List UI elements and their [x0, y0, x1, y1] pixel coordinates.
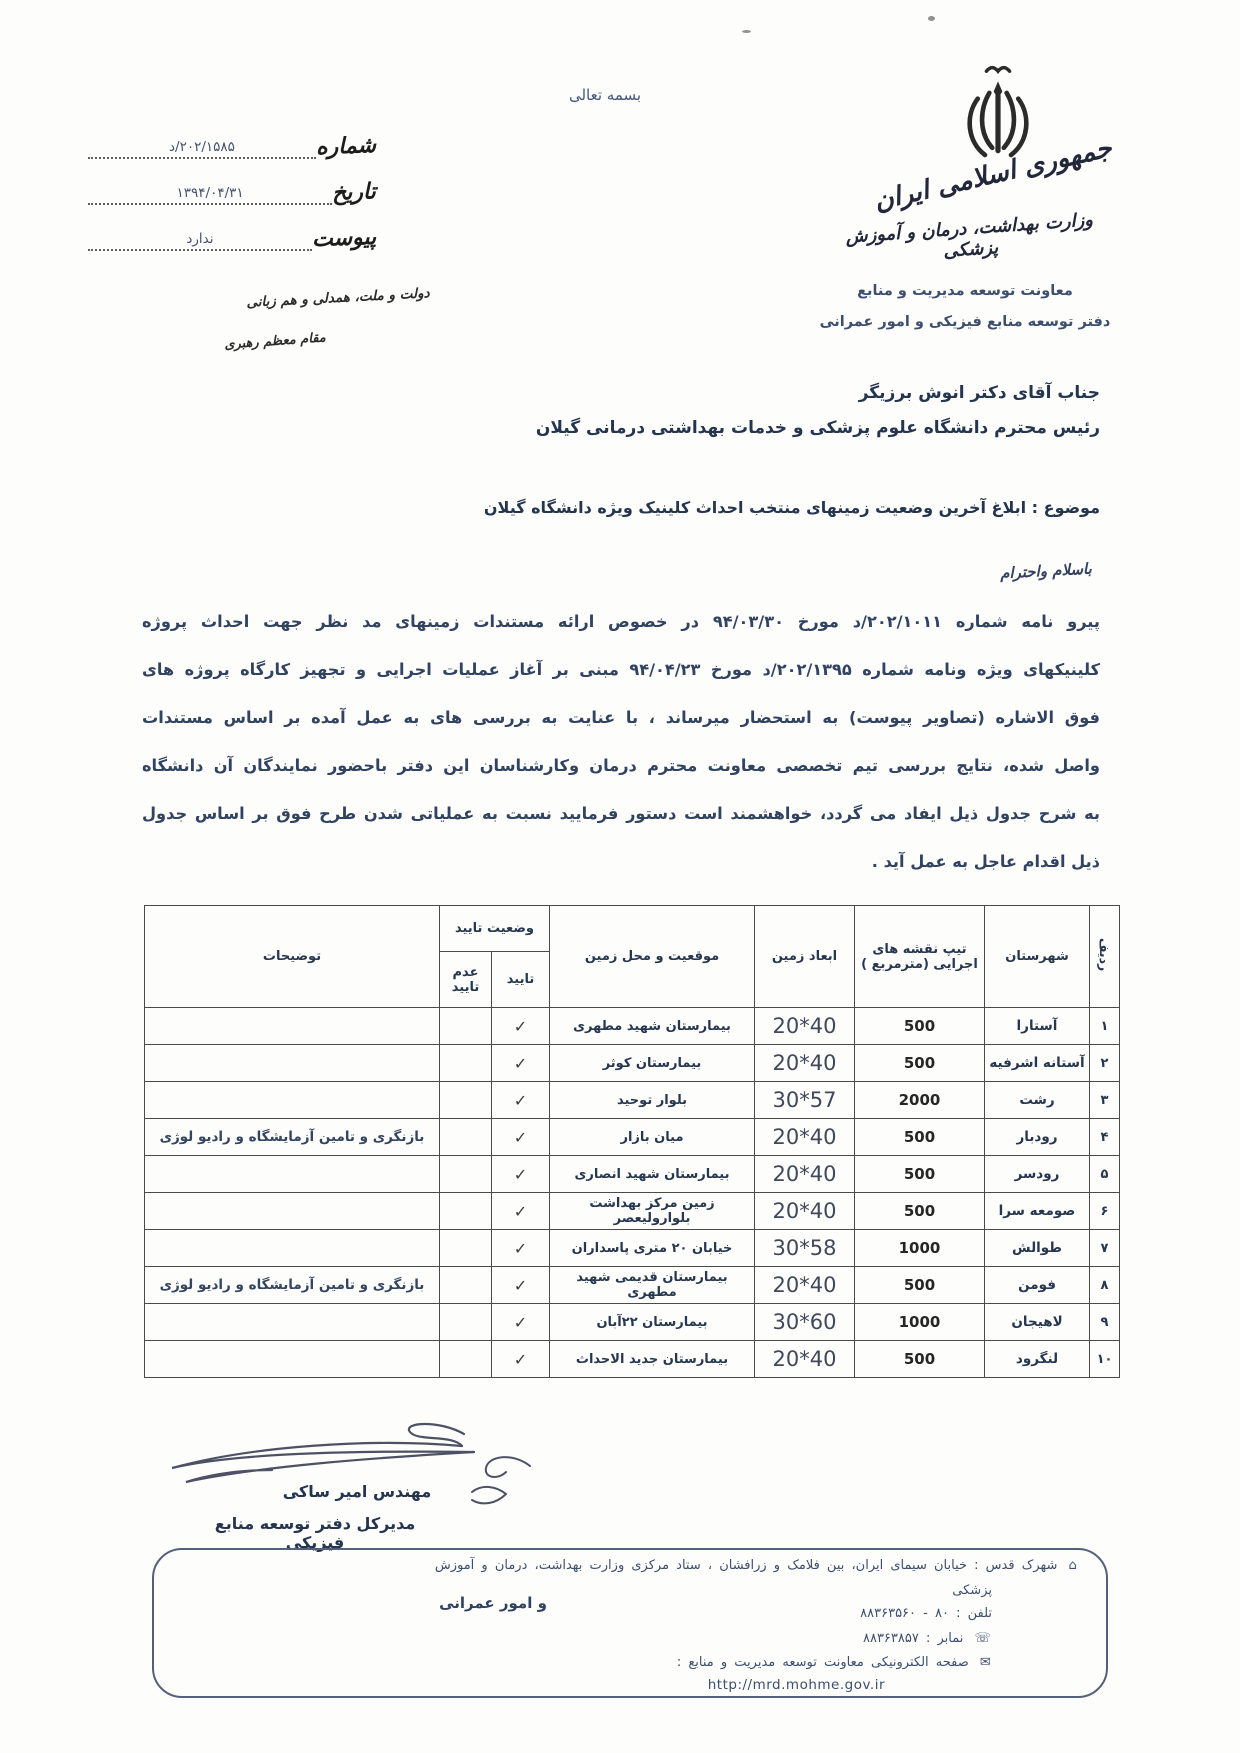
meta-date-row [88, 180, 380, 205]
cell-dimensions: 30*60 [755, 1304, 855, 1341]
cell-not-approved [439, 1008, 491, 1045]
table-row [144, 1267, 1119, 1304]
cell-map-type: 500 [855, 1193, 985, 1230]
envelope-icon: ✉ [979, 1655, 992, 1670]
cell-row-no: ۷ [1090, 1230, 1120, 1267]
cell-map-type: 500 [855, 1119, 985, 1156]
col-header-dimensions: ابعاد زمین [755, 906, 855, 1008]
cell-approved-check: ✓ [492, 1008, 550, 1045]
cell-note [144, 1193, 439, 1230]
cell-approved-check: ✓ [492, 1082, 550, 1119]
cell-not-approved [439, 1193, 491, 1230]
cell-approved-check: ✓ [492, 1304, 550, 1341]
cell-not-approved [439, 1045, 491, 1082]
table-row [144, 1304, 1119, 1341]
letterhead-ministry: وزارت بهداشت، درمان و آموزش پزشکی [844, 209, 1094, 262]
body-line: ذیل اقدام عاجل به عمل آید . [871, 852, 1100, 871]
cell-location: بیمارستان ۲۲آبان [550, 1304, 755, 1341]
col-header-map-type [855, 906, 985, 1008]
col-header-map-type-line1: تیپ نقشه های [872, 941, 967, 957]
cell-map-type: 1000 [855, 1304, 985, 1341]
cell-location: بیمارستان کوثر [550, 1045, 755, 1082]
cell-location: زمین مرکز بهداشت بلوارولیعصر [550, 1193, 755, 1230]
cell-map-type: 500 [855, 1267, 985, 1304]
col-header-notes: توضیحات [144, 906, 439, 1008]
cell-row-no: ۳ [1090, 1082, 1120, 1119]
cell-map-type: 2000 [855, 1082, 985, 1119]
cell-approved-check: ✓ [492, 1230, 550, 1267]
cell-map-type: 1000 [855, 1230, 985, 1267]
letterhead-office: دفتر توسعه منابع فیزیکی و امور عمرانی [819, 314, 1111, 330]
date-label: تاریخ [331, 179, 377, 206]
footer-border-box [152, 1548, 1108, 1698]
bismillah-text: بسمه تعالی [568, 86, 642, 104]
cell-row-no: ۵ [1090, 1156, 1120, 1193]
cell-dimensions: 20*40 [755, 1341, 855, 1378]
letterhead-republic: جمهوری اسلامی ایران [871, 133, 1115, 217]
cell-city: رودبار [985, 1119, 1090, 1156]
body-paragraph [142, 598, 1100, 886]
cell-note [144, 1156, 439, 1193]
cell-approved-check: ✓ [492, 1119, 550, 1156]
cell-location: بیمارستان شهید مطهری [550, 1008, 755, 1045]
cell-not-approved [439, 1304, 491, 1341]
cell-note: بازنگری و تامین آزمایشگاه و رادیو لوژی [144, 1119, 439, 1156]
letterhead-deputy-office [800, 276, 1130, 338]
cell-city: آستارا [985, 1008, 1090, 1045]
footer-fax-label: نمابر : [925, 1631, 964, 1646]
col-header-approved: تایید [492, 952, 550, 1008]
cell-note [144, 1341, 439, 1378]
body-line: پیرو نامه شماره ۲۰۲/۱۰۱۱/د مورخ ۹۴/۰۳/۳۰ در خصوص ارائه مستندات زمینهای مد نظر جهت احداث پروژه [142, 612, 1100, 631]
cell-dimensions: 20*40 [755, 1045, 855, 1082]
cell-approved-check: ✓ [492, 1267, 550, 1304]
table-row [144, 1082, 1119, 1119]
cell-city: آستانه اشرفیه [985, 1045, 1090, 1082]
cell-map-type: 500 [855, 1341, 985, 1378]
table-row [144, 1341, 1119, 1378]
cell-not-approved [439, 1230, 491, 1267]
col-header-map-type-line2: اجرایی (مترمربع ) [861, 956, 978, 972]
letterhead-deputy: معاونت توسعه مدیریت و منابع [857, 283, 1073, 299]
slogan-attribution: مقام معظم رهبری [223, 330, 327, 353]
cell-not-approved [439, 1119, 491, 1156]
table-row [144, 1008, 1119, 1045]
cell-row-no: ۹ [1090, 1304, 1120, 1341]
scan-speck [928, 16, 935, 21]
cell-dimensions: 20*40 [755, 1193, 855, 1230]
cell-city: لاهیجان [985, 1304, 1090, 1341]
cell-dimensions: 30*58 [755, 1230, 855, 1267]
cell-note [144, 1230, 439, 1267]
col-header-city: شهرستان [985, 906, 1090, 1008]
footer-fax-value: ۸۸۳۶۳۸۵۷ [862, 1631, 919, 1646]
number-label: شماره [315, 133, 377, 161]
slogan-text: دولت و ملت، همدلی و هم زبانی [246, 285, 430, 311]
cell-note [144, 1008, 439, 1045]
table-row [144, 1045, 1119, 1082]
cell-city: رودسر [985, 1156, 1090, 1193]
footer-address-wrap: پزشکی [952, 1583, 992, 1598]
table-row [144, 1193, 1119, 1230]
greeting-text: باسلام واحترام [999, 559, 1093, 583]
cell-dimensions: 20*40 [755, 1008, 855, 1045]
col-header-approval-status: وضعیت تایید [439, 906, 549, 952]
col-header-location: موقعیت و محل زمین [550, 906, 755, 1008]
cell-city: رشت [985, 1082, 1090, 1119]
attachment-label: پیوست [311, 224, 377, 253]
cell-not-approved [439, 1156, 491, 1193]
cell-city: طوالش [985, 1230, 1090, 1267]
footer-url: http://mrd.mohme.gov.ir [707, 1677, 885, 1693]
meta-number-row [88, 134, 380, 159]
fax-icon: ☏ [974, 1631, 992, 1646]
table-row [144, 1230, 1119, 1267]
col-header-row-no: ردیف [1090, 906, 1120, 1008]
cell-approved-check: ✓ [492, 1193, 550, 1230]
signature-scribble [152, 1418, 492, 1510]
cell-row-no: ۱ [1090, 1008, 1120, 1045]
col-header-not-approved: عدم تایید [439, 952, 491, 1008]
cell-dimensions: 30*57 [755, 1082, 855, 1119]
lands-status-table [145, 905, 1120, 1378]
recipient-name: جناب آقای دکتر انوش برزیگر [858, 383, 1100, 403]
signature-initial-mark [442, 1448, 537, 1518]
cell-note [144, 1304, 439, 1341]
cell-dimensions: 20*40 [755, 1119, 855, 1156]
cell-location: خیابان ۲۰ متری پاسداران [550, 1230, 755, 1267]
cell-city: لنگرود [985, 1341, 1090, 1378]
cell-dimensions: 20*40 [755, 1267, 855, 1304]
date-value: ۱۳۹۴/۰۴/۳۱ [88, 185, 332, 205]
cell-not-approved [439, 1341, 491, 1378]
signer-title-continued: و امور عمرانی [439, 1594, 547, 1612]
cell-map-type: 500 [855, 1156, 985, 1193]
building-icon: ⌂ [1068, 1558, 1078, 1573]
footer-web-label: صفحه الکترونیکی معاونت توسعه مدیریت و منابع : [676, 1655, 969, 1670]
cell-row-no: ۸ [1090, 1267, 1120, 1304]
cell-row-no: ۱۰ [1090, 1341, 1120, 1378]
footer-phone-value: ۸۰ - ۸۸۳۶۳۵۶۰ [860, 1606, 949, 1621]
cell-note [144, 1045, 439, 1082]
cell-map-type: 500 [855, 1045, 985, 1082]
cell-dimensions: 20*40 [755, 1156, 855, 1193]
signer-name: مهندس امیر ساکی [282, 1482, 432, 1501]
meta-attachment-row [88, 226, 380, 251]
cell-approved-check: ✓ [492, 1341, 550, 1378]
table-row [144, 1156, 1119, 1193]
subject-line: موضوع : ابلاغ آخرین وضعیت زمینهای منتخب احداث کلینیک ویژه دانشگاه گیلان [483, 498, 1100, 517]
cell-map-type: 500 [855, 1008, 985, 1045]
cell-note [144, 1082, 439, 1119]
scan-speck [742, 30, 751, 33]
cell-location: بیمارستان قدیمی شهید مطهری [550, 1267, 755, 1304]
body-line: به شرح جدول ذیل ایفاد می گردد، خواهشمند است دستور فرمایید نسبت به عملیاتی شدن طرح فوق بر اساس جدول [142, 804, 1100, 823]
footer-address-text: شهرک قدس : خیابان سیمای ایران، بین فلامک و زرافشان ، ستاد مرکزی وزارت بهداشت، درمان و آموزش [434, 1558, 1058, 1573]
recipient-title: رئیس محترم دانشگاه علوم پزشکی و خدمات بهداشتی درمانی گیلان [535, 418, 1100, 438]
cell-city: صومعه سرا [985, 1193, 1090, 1230]
cell-approved-check: ✓ [492, 1156, 550, 1193]
cell-location: بلوار توحید [550, 1082, 755, 1119]
cell-location: بیمارستان شهید انصاری [550, 1156, 755, 1193]
cell-row-no: ۶ [1090, 1193, 1120, 1230]
cell-approved-check: ✓ [492, 1045, 550, 1082]
cell-not-approved [439, 1267, 491, 1304]
body-line: کلینیکهای ویژه ونامه شماره ۲۰۲/۱۳۹۵/د مورخ ۹۴/۰۴/۲۳ مبنی بر آغاز عملیات اجرایی و تجهیز کارگاه پروژه های [142, 660, 1100, 679]
cell-row-no: ۴ [1090, 1119, 1120, 1156]
footer-phone-label: تلفن : [956, 1606, 992, 1621]
attachment-value: ندارد [88, 231, 312, 251]
signer-title: مدیرکل دفتر توسعه منابع فیزیکی [214, 1514, 416, 1552]
body-line: واصل شده، نتایج بررسی تیم تخصصی معاونت محترم درمان وکارشناسان این دفتر باحضور نمایندگان آن دانشگاه [142, 756, 1100, 775]
cell-not-approved [439, 1082, 491, 1119]
cell-location: بیمارستان جدید الاحداث [550, 1341, 755, 1378]
table-row [144, 1119, 1119, 1156]
cell-row-no: ۲ [1090, 1045, 1120, 1082]
cell-location: میان بازار [550, 1119, 755, 1156]
cell-city: فومن [985, 1267, 1090, 1304]
number-value: ۲۰۲/۱۵۸۵/د [88, 139, 316, 159]
body-line: فوق الاشاره (تصاویر پیوست) به استحضار میرساند ، با عنایت به بررسی های به عمل آمده بر اساس مستندات [142, 708, 1100, 727]
cell-note: بازنگری و تامین آزمایشگاه و رادیو لوژی [144, 1267, 439, 1304]
